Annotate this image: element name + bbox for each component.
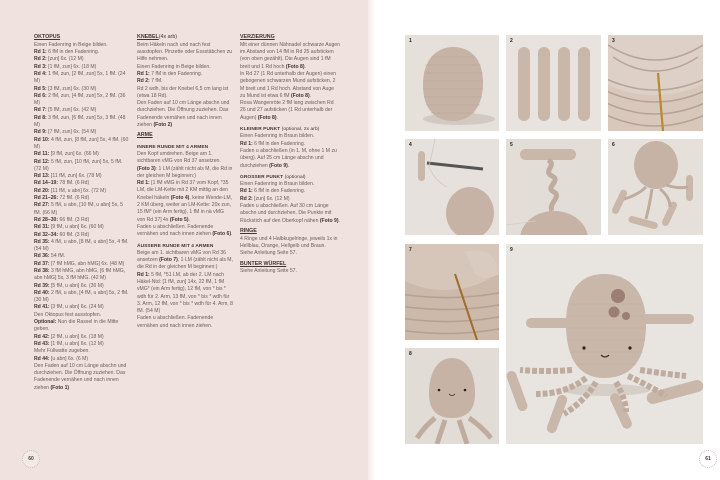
instruction-line: 4 Ringe und 4 Halbkugelringe, jeweils 1x in Hellblau, Orange, Hellgelb und Braun. Siehe Anleitung Seite 57. bbox=[240, 235, 338, 257]
photo-5: 5 bbox=[506, 139, 601, 235]
instruction-line: Mehr Füllwatte zugeben. bbox=[34, 348, 90, 355]
instruction-line: Siehe Anleitung Seite 57. bbox=[240, 268, 297, 275]
instruction-line: Rd 35: 4 fM, u abn, [8 fM, u abn] 5x, 4 fM. (54 M) bbox=[34, 238, 129, 253]
oktopus-instructions bbox=[34, 42, 130, 392]
photo-9: 9 bbox=[506, 244, 703, 444]
instruction-line: Rd 27: 5 fM, u abn, [10 fM, u abn] 5x, 5 fM. (66 M) bbox=[34, 202, 123, 216]
photo-6: 6 bbox=[608, 139, 703, 235]
instruction-line: Mit einer dünnen Nähnadel schwarze Augen im Abstand von 14 fM in Rd 25 aufsticken (von oben gezählt). Die Augen sind 1 fM breit und 1 Rd hoch (Foto 8). bbox=[240, 41, 340, 70]
instruction-line: Rd 1: 5 fM, *51 LM, ab der 2. LM nach Häkel-Ntd: [1 fM, zun] 14x, 22 fM, 1 fM vMG* (ein Arm fertig), 12 fM, von * bis * wdh für 2. Arm, 13 fM, von * bis * wdh für 3. Arm, 12 fM, von * bis * wdh für 4. Arm, 8 fM. (54 M) bbox=[137, 271, 233, 315]
instruction-line: Rd 5: [3 fM, zun] 6x. (30 M) bbox=[34, 85, 97, 92]
instruction-line: Rd 10: 4 fM, zun, [8 fM, zun] 5x, 4 fM. (60 M) bbox=[34, 136, 129, 150]
instruction-line: Rd 43: [1 fM, u abn] 6x. (12 M) bbox=[34, 340, 104, 347]
instruction-line: Rd 3: [1 fM, zun] 6x. (18 M) bbox=[34, 63, 97, 70]
instruction-line: Rd 21–26: 72 fM. (6 Rd) bbox=[34, 195, 90, 202]
instruction-line: Rd 4: 1 fM, zun, [2 fM, zun] 5x, 1 fM. (24 M) bbox=[34, 70, 126, 85]
section-title-knebel: KNEBEL(4x arb) bbox=[137, 34, 178, 40]
instruction-line: Faden u abschließen. Fadenende vernähen und nach innen ziehen (Foto 6). bbox=[137, 223, 233, 238]
knebel-instructions bbox=[137, 42, 233, 130]
instruction-line: Rd 1: 6 fM in den Fadenring. bbox=[34, 49, 100, 56]
octopus-face-illustration bbox=[405, 348, 499, 444]
page-number-right: 61 bbox=[699, 450, 717, 468]
instruction-line: Rd 13: [11 fM, zun] 6x. (78 M) bbox=[34, 173, 102, 180]
section-title-ringe: RINGE bbox=[240, 227, 257, 234]
hook-round-36-illustration bbox=[405, 244, 499, 340]
instruction-line: Optional: Nun die Rassel in die Mitte geben. bbox=[34, 319, 119, 333]
instruction-line: Rd 7: [5 fM, zun] 6x. (42 M) bbox=[34, 107, 97, 114]
curled-arm-illustration bbox=[506, 139, 601, 235]
inner-round-instructions bbox=[137, 151, 233, 239]
instruction-line: Rd 1: 6 fM in den Fadenring. bbox=[240, 188, 306, 195]
instruction-line: Einen Fadenring in Beige bilden. bbox=[34, 41, 108, 48]
instruction-line: Rd 11: [9 fM, zun] 6x. (66 M) bbox=[34, 151, 99, 158]
instruction-line: Rd 31: [9 fM, u abn] 6x. (60 M) bbox=[34, 224, 104, 231]
instruction-line: Rd 37: [7 fM hMG, abn hMG] 6x. (48 M) bbox=[34, 260, 125, 267]
instruction-line: Einen Fadenring in Braun bilden. bbox=[240, 181, 315, 188]
bunter-wuerfel-instructions bbox=[240, 268, 340, 275]
instruction-line: Rd 1: [1 fM vMG in Rd 37 vom Kopf, *35 LM, die LM-Kette mit 2 KM mittig an den Knebel häkeln (Foto 4), keine Wende-LM, 2 KM überg, weiter an LM-Kette: 20x zun, 15 fM* (ein Arm fertig), 1 fM in nä vMG von Rd 37] 4x (Foto 5). bbox=[137, 180, 233, 223]
subsection-title-outer-round: ÄUSSERE RUNDE MIT 4 ARMEN bbox=[137, 243, 214, 249]
column-knebel-arme bbox=[137, 34, 233, 330]
instruction-line: Rd 20: [11 fM, u abn] 6x. (72 M) bbox=[34, 187, 107, 194]
instruction-line: Beim Häkeln nach und nach fest ausstopfen. Pinzette oder Essstäbchen zu Hilfe nehmen. bbox=[137, 41, 233, 63]
octopus-head-illustration bbox=[405, 35, 499, 131]
toggles-illustration bbox=[506, 35, 601, 131]
instruction-line: Rd 2: [zun] 6x. (12 M) bbox=[34, 56, 84, 63]
instruction-line: Rd 36: 54 fM. bbox=[34, 253, 66, 260]
instruction-line: Einen Fadenring in Braun bilden. bbox=[240, 133, 315, 140]
section-title-verzierung: VERZIERUNG bbox=[240, 34, 275, 40]
instruction-line: Rd 2: 7 fM. bbox=[137, 78, 163, 85]
instruction-line: In Rd 27 (1 Rd unterhalb der Augen) einen gebogenen schwarzen Mund aufsticken, 2 M breit und 1 Rd hoch. Abstand von Auge zu Mund ist etwa 6 fM (Foto 8). bbox=[240, 70, 336, 99]
hook-closeup-illustration bbox=[608, 35, 703, 131]
instruction-line: Rd 1: 7 fM in den Fadenring. bbox=[137, 70, 203, 77]
instruction-line: Rd 8: 3 fM, zun, [6 fM, zun] 5x, 3 fM. (48 M) bbox=[34, 114, 126, 129]
grosser-punkt-instructions bbox=[240, 181, 340, 225]
instruction-line: Rd 2: [zun] 6x. (12 M) bbox=[240, 195, 290, 202]
outer-round-instructions bbox=[137, 250, 233, 330]
instruction-line: Faden u abschließen (in 1. M, ohne 1 M zu überg). Auf 25 cm Länge abschn und durchziehen (Foto 9). bbox=[240, 147, 337, 169]
ringe-instructions bbox=[240, 236, 340, 258]
inner-arms-illustration bbox=[608, 139, 703, 235]
photo-1: 1 bbox=[405, 35, 499, 131]
column-verzierung bbox=[240, 34, 340, 276]
subsection-title-grosser-punkt: GROSSER PUNKT (optional) bbox=[240, 174, 306, 180]
subsection-title-kleiner-punkt: KLEINER PUNKT (optional, 2x arb) bbox=[240, 127, 320, 133]
section-title-bunter-wuerfel: BUNTER WÜRFEL bbox=[240, 260, 287, 267]
photo-3: 3 bbox=[608, 35, 703, 131]
instruction-line: Rd 40: 2 fM, u abn, [4 fM, u abn] 5x, 2 fM. (30 M) bbox=[34, 289, 129, 304]
verzierung-instructions bbox=[240, 42, 340, 122]
instruction-line: Rd 42: [2 fM, u abn] 6x. (18 M) bbox=[34, 333, 104, 340]
instruction-line: Rd 6: 2 fM, zun, [4 fM, zun] 5x, 2 fM. (36 M) bbox=[34, 92, 126, 107]
instruction-line: Rd 39: [5 fM, u abn] 6x. (36 M) bbox=[34, 282, 104, 289]
finished-octopus-illustration bbox=[506, 244, 703, 444]
subsection-title-inner-round: INNERE RUNDE MIT 4 ARMEN bbox=[137, 144, 209, 150]
instruction-line: Den Faden auf 10 cm Länge abschn und durchziehen. Die Öffnung zuziehen. Das Fadenende vernähen und nach innen ziehen (Foto 2) bbox=[137, 100, 230, 129]
instruction-line: Rd 44: [u abn] 6x. (6 M) bbox=[34, 355, 89, 362]
attach-toggle-illustration bbox=[405, 139, 499, 235]
instruction-line: Rd 14–19: 78 fM. (6 Rd) bbox=[34, 180, 90, 187]
section-title-arme: ARME bbox=[137, 132, 153, 139]
instruction-line: Rd 9: [7 fM, zun] 6x. (54 M) bbox=[34, 129, 97, 136]
instruction-line: Rd 2 wdh, bis der Knebel 6,5 cm lang ist (etwa 18 Rd). bbox=[137, 85, 229, 99]
instruction-line: Rosa Wangenröte 2 fM lang zwischen Rd 26 und 27 aufsticken (1 Rd unterhalb der Augen) (Foto 8). bbox=[240, 100, 334, 121]
photo-7: 7 bbox=[405, 244, 499, 340]
kleiner-punkt-instructions bbox=[240, 133, 340, 169]
instruction-line: Rd 32–34: 60 fM. (3 Rd) bbox=[34, 231, 90, 238]
instruction-line: Beige am 1. sichtbaren vMG von Rd 36 ansetzen (Foto 7). 1 LM (zählt nicht als M, die Rd in der gleichen M beginnen:) bbox=[137, 249, 233, 271]
instruction-line: Rd 12: 5 fM, zun, [10 fM, zun] 5x, 5 fM. (72 M) bbox=[34, 158, 123, 172]
photo-8: 8 bbox=[405, 348, 499, 444]
column-oktopus bbox=[34, 34, 130, 392]
instruction-line: Den Oktopus fest ausstopfen. bbox=[34, 311, 102, 318]
instruction-line: Rd 1: 6 fM in den Fadenring. bbox=[240, 140, 306, 147]
instruction-line: Rd 38: 3 fM hMG, abn hMG, [6 fM hMG, abn hMG] 5x, 3 fM hMG. (42 M) bbox=[34, 268, 126, 282]
instruction-line: Einen Fadenring in Beige bilden. bbox=[137, 63, 211, 70]
section-title-oktopus: OKTOPUS bbox=[34, 34, 61, 40]
instruction-line: Rd 41: [3 fM, u abn] 6x. (24 M) bbox=[34, 304, 104, 311]
instruction-line: Faden u abschließen. Fadenende vernähen und nach innen ziehen. bbox=[137, 315, 214, 329]
instruction-line: Rd 28–30: 66 fM. (3 Rd) bbox=[34, 216, 90, 223]
photo-2: 2 bbox=[506, 35, 601, 131]
instruction-line: Faden u abschließen. Auf 30 cm Länge abschn und durchziehen. Die Punkte mit Rückstich auf den Oberkopf nähen (Foto 9). bbox=[240, 203, 340, 224]
photo-4: 4 bbox=[405, 139, 499, 235]
page-gutter bbox=[368, 0, 376, 480]
instruction-line: Den Faden auf 10 cm Länge abschn und durchziehen. Die Öffnung zuziehen. Das Fadenende vernähen und nach innen ziehen (Foto 1) bbox=[34, 362, 127, 391]
instruction-line: Den Kopf umdrehen. Beige am 1. sichtbaren vMG von Rd 37 ansetzen. (Foto 3): 1 LM (zählt nicht als M, die Rd in der gleichen M beginnen:) bbox=[137, 150, 233, 179]
page-number-left: 60 bbox=[22, 450, 40, 468]
